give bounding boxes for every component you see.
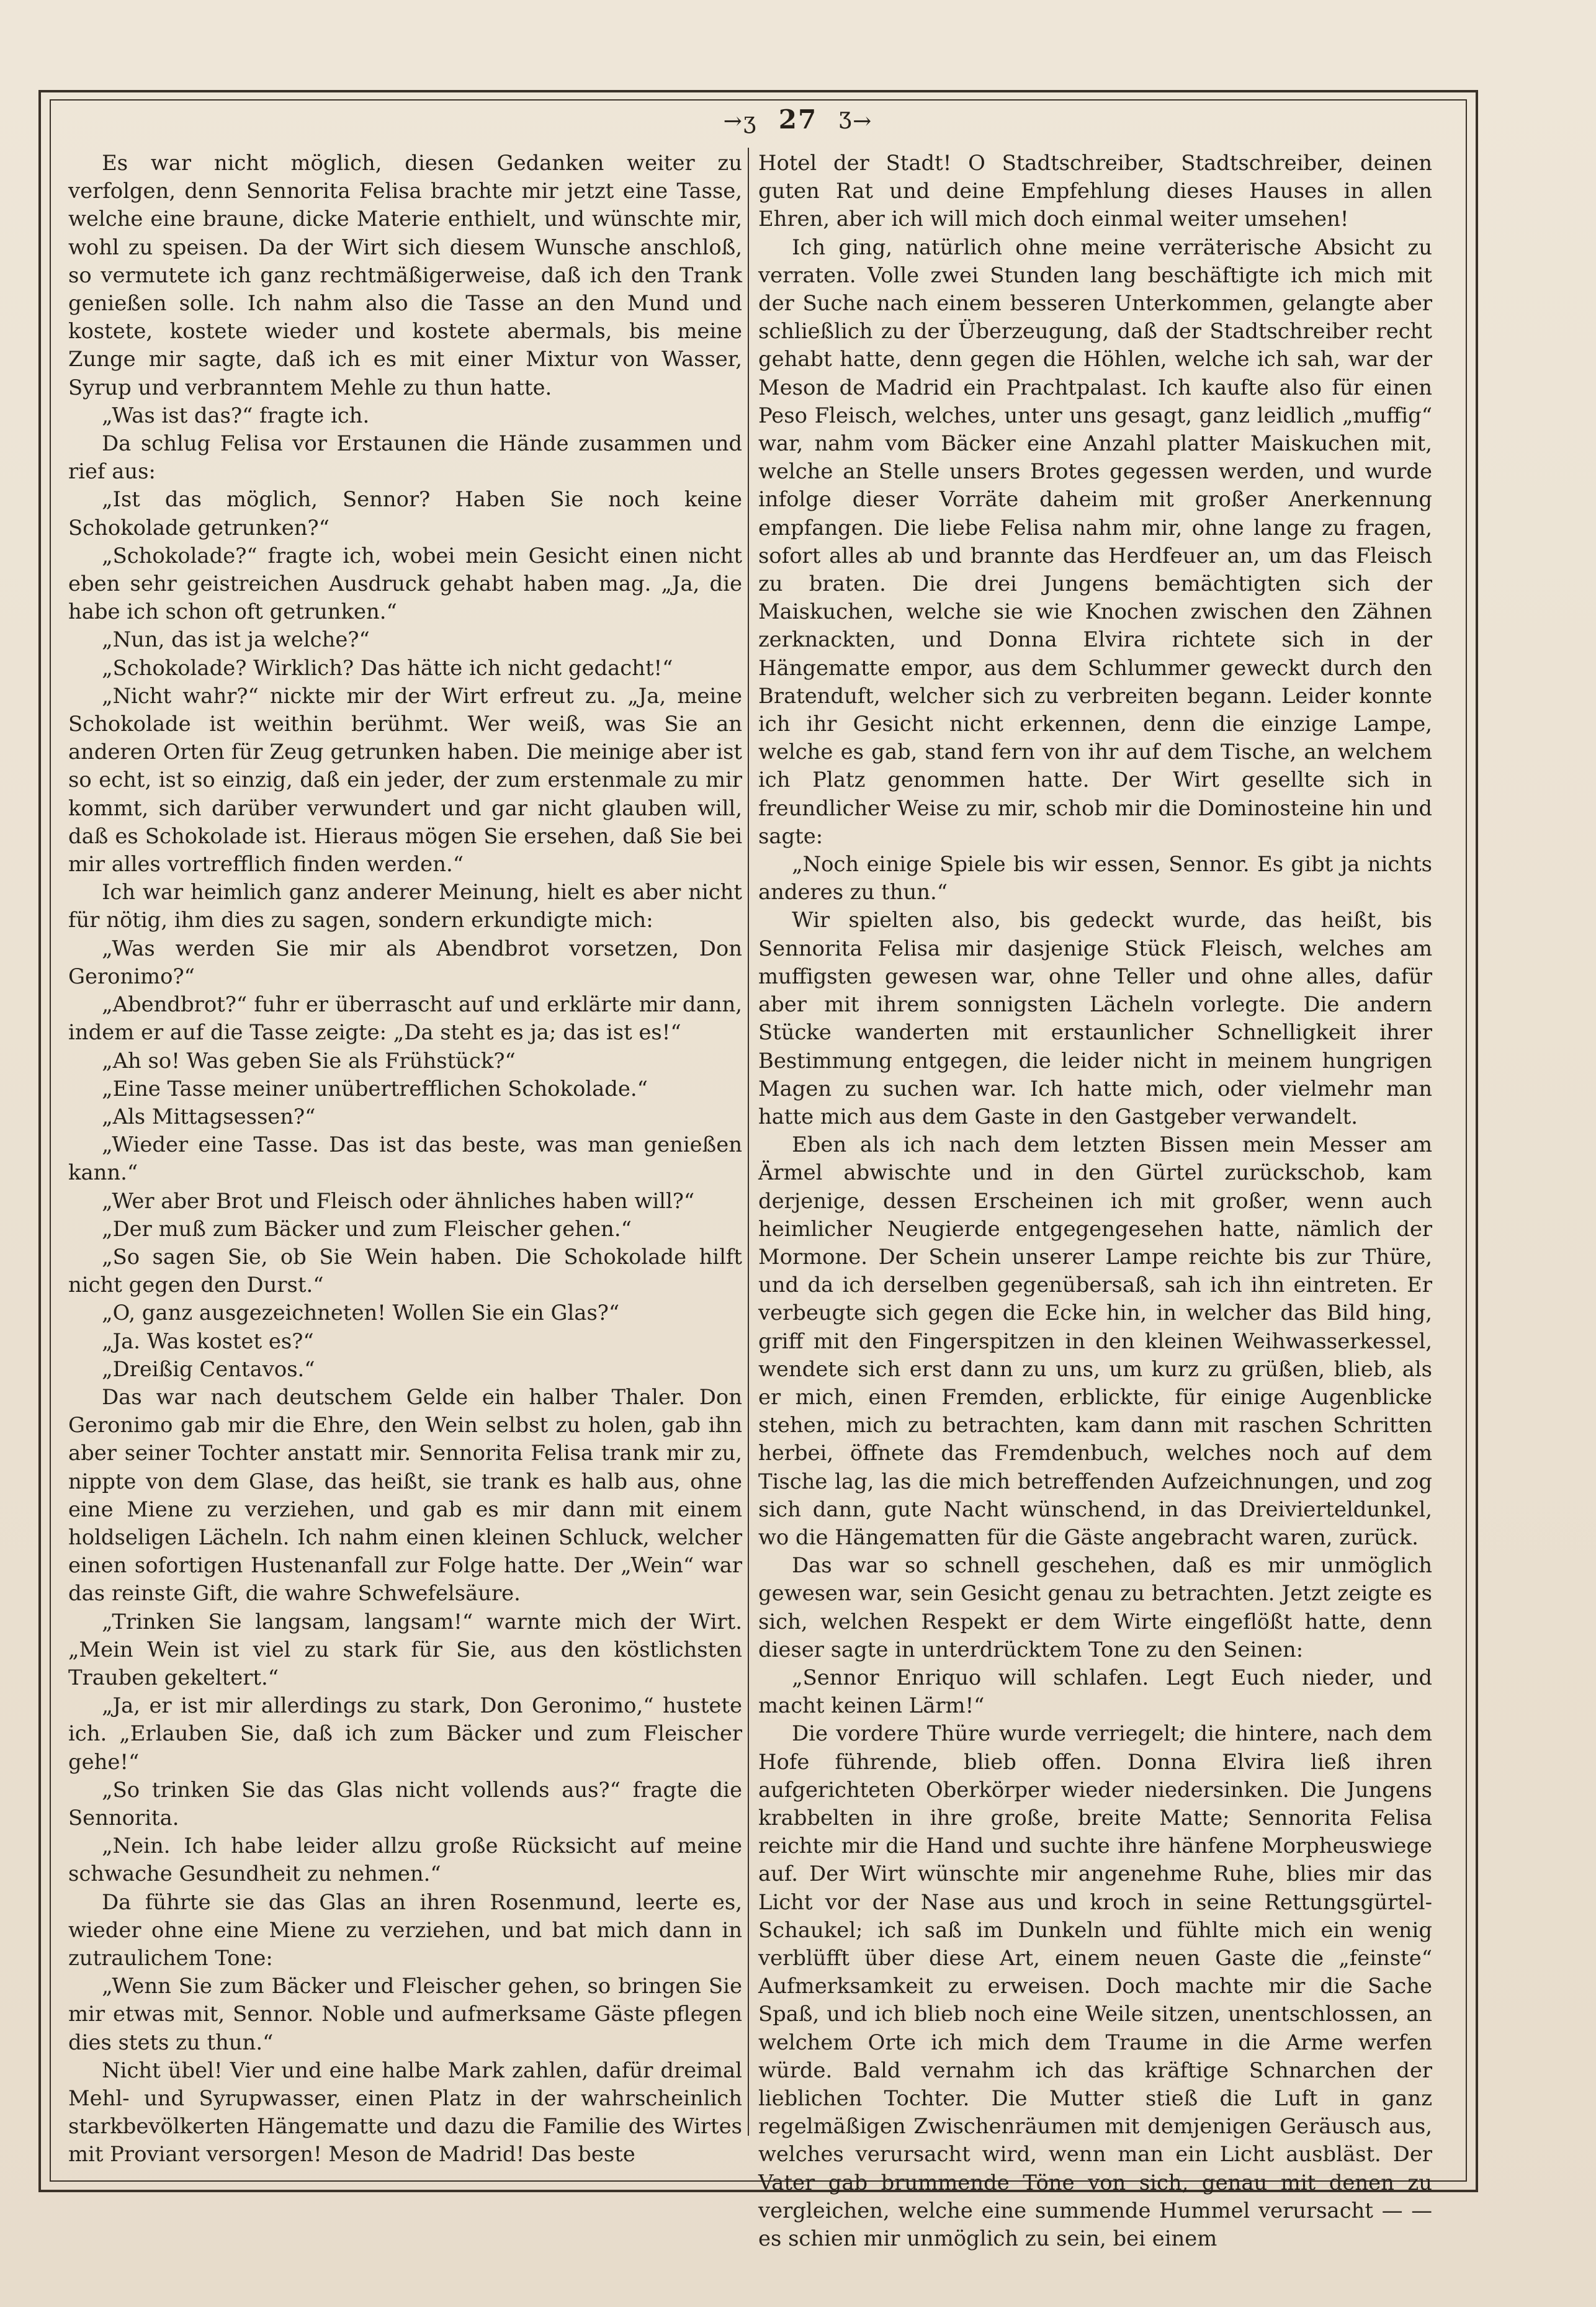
paragraph: Ich war heimlich ganz anderer Meinung, hielt es aber nicht für nötig, ihm dies zu sagen, sondern erkundigte mich: [68,880,742,933]
paragraph: „Wer aber Brot und Fleisch oder ähnliches haben will?“ [102,1188,695,1213]
paragraph: Die vordere Thüre wurde verriegelt; die hintere, nach dem Hofe führende, blieb offen. Donna Elvira ließ ihren aufgerichteten Oberkörper wieder niedersinken. Die Jungens krabbelten in ihre große, breite Matte; Sennorita Felisa reichte mir die Hand und suchte ihre hänfene Morpheuswiege auf. Der Wirt wünschte mir angenehme Ruhe, blies mir das Licht vor der Nase aus und kroch in seine Rettungsgürtel-Schaukel; ich saß im Dunkeln und fühlte mich ein wenig verblüfft über diese Art, einem neuen Gaste die „feinste“ Aufmerksamkeit zu erweisen. Doch machte mir die Sache Spaß, und ich blieb noch eine Weile sitzen, unentschlossen, an welchem Orte ich mich dem Traume in die Arme werfen würde. Bald vernahm ich das kräftige Schnarchen der lieblichen Tochter. Die Mutter stieß die Luft in ganz regelmäßigen Zwischenräumen mit demjenigen Geräusch aus, welches verursacht wird, wenn man ein Licht ausbläst. Der Vater gab brummende Töne von sich, genau mit denen zu vergleichen, welche eine summende Hummel verursacht — — es schien mir unmöglich zu sein, bei einem [758,1721,1432,2251]
paragraph: „Nicht wahr?“ nickte mir der Wirt erfreut zu. „Ja, meine Schokolade ist weithin berühmt. Wer weiß, was Sie an anderen Orten für Zeug getrunken haben. Die meinige aber ist so echt, ist so einzig, daß ein jeder, der zum erstenmale zu mir kommt, sich darüber verwundert und gar nicht glauben will, daß es Schokolade ist. Hieraus mögen Sie ersehen, daß Sie bei mir alles vortrefflich finden werden.“ [68,683,742,877]
paragraph: Das war so schnell geschehen, daß es mir unmöglich gewesen war, sein Gesicht genau zu betrachten. Jetzt zeigte es sich, welchen Respekt er dem Wirte eingeflößt hatte, denn dieser sagte in unterdrücktem Tone zu den Seinen: [758,1553,1432,1662]
left-column [68,149,742,2167]
paragraph: „Wieder eine Tasse. Das ist das beste, was man genießen kann.“ [68,1132,742,1185]
paragraph: „Eine Tasse meiner unübertrefflichen Schokolade.“ [102,1076,648,1101]
paragraph: „O, ganz ausgezeichneten! Wollen Sie ein Glas?“ [102,1301,620,1325]
paragraph: Ich ging, natürlich ohne meine verräterische Absicht zu verraten. Volle zwei Stunden lang beschäftigte ich mich mit der Suche nach einem besseren Unterkommen, gelangte aber schließlich zu der Überzeugung, daß der Stadtschreiber recht gehabt hatte, denn gegen die Höhlen, welche ich sah, war der Meson de Madrid ein Prachtpalast. Ich kaufte also für einen Peso Fleisch, welches, unter uns gesagt, ganz leidlich „muffig“ war, nahm vom Bäcker eine Anzahl platter Maiskuchen mit, welche an Stelle unsers Brotes gegessen werden, und wurde infolge dieser Vorräte daheim mit großer Anerkennung empfangen. Die liebe Felisa nahm mir, ohne lange zu fragen, sofort alles ab und brannte das Herdfeuer an, um das Fleisch zu braten. Die drei Jungens bemächtigten sich der Maiskuchen, welche sie wie Knochen zwischen den Zähnen zerknackten, und Donna Elvira richtete sich in der Hängematte empor, aus dem Schlummer geweckt durch den Bratenduft, welcher sich zu verbreiten begann. Leider konnte ich ihr Gesicht nicht erkennen, denn die einzige Lampe, welche es gab, stand fern von ihr auf dem Tische, an welchem ich Platz genommen hatte. Der Wirt gesellte sich in freundlicher Weise zu mir, schob mir die Dominosteine hin und sagte: [758,235,1432,848]
paragraph: „Nun, das ist ja welche?“ [102,627,370,652]
paragraph: Eben als ich nach dem letzten Bissen mein Messer am Ärmel abwischte und in den Gürtel zurückschob, kam derjenige, dessen Erscheinen ich mit großer, wenn auch heimlicher Neugierde entgegengesehen hatte, nämlich der Mormone. Der Schein unserer Lampe reichte bis zur Thüre, und da ich derselben gegenübersaß, sah ich ihn eintreten. Er verbeugte sich gegen die Ecke hin, in welcher das Bild hing, griff mit den Fingerspitzen in den kleinen Weihwasserkessel, wendete sich erst dann zu uns, um kurz zu grüßen, blieb, als er mich, einen Fremden, erblickte, für einige Augenblicke stehen, mich zu betrachten, kam dann mit raschen Schritten herbei, öffnete das Fremdenbuch, welches noch auf dem Tische lag, las die mich betreffenden Aufzeichnungen, und zog sich dann, gute Nacht wünschend, in das Dreivierteldunkel, wo die Hängematten für die Gäste angebracht waren, zurück. [758,1132,1432,1549]
paragraph: „Dreißig Centavos.“ [102,1356,315,1381]
paragraph: „Schokolade? Wirklich? Das hätte ich nicht gedacht!“ [102,655,673,680]
paragraph: Es war nicht möglich, diesen Gedanken weiter zu verfolgen, denn Sennorita Felisa brachte mir jetzt eine Tasse, welche eine braune, dicke Materie enthielt, und wünschte mir, wohl zu speisen. Da der Wirt sich diesem Wunsche anschloß, so vermutete ich ganz rechtmäßigerweise, daß ich den Trank genießen solle. Ich nahm also die Tasse an den Mund und kostete, kostete wieder und kostete abermals, bis meine Zunge mir sagte, daß ich es mit einer Mixtur von Wasser, Syrup und verbranntem Mehle zu thun hatte. [68,151,742,400]
paragraph: „Abendbrot?“ fuhr er überrascht auf und erklärte mir dann, indem er auf die Tasse zeigte: „Da steht es ja; das ist es!“ [68,992,742,1045]
paragraph: „Ja, er ist mir allerdings zu stark, Don Geronimo,“ hustete ich. „Erlauben Sie, daß ich zum Bäcker und zum Fleischer gehe!“ [68,1693,742,1774]
paragraph: „So trinken Sie das Glas nicht vollends aus?“ fragte die Sennorita. [68,1777,742,1830]
paragraph: „Nein. Ich habe leider allzu große Rücksicht auf meine schwache Gesundheit zu nehmen.“ [68,1834,742,1886]
paragraph: „Ah so! Was geben Sie als Frühstück?“ [102,1048,516,1073]
ornament-left-icon: →ʒ [723,109,758,134]
paragraph: Wir spielten also, bis gedeckt wurde, das heißt, bis Sennorita Felisa mir dasjenige Stück Fleisch, welches am muffigsten gewesen war, ohne Teller und ohne alles, dafür aber mit ihrem sonnigsten Lächeln vorlegte. Die andern Stücke wanderten mit erstaunlicher Schnelligkeit ihrer Bestimmung entgegen, die leider nicht in meinem hungrigen Magen zu suchen war. Ich hatte mich, oder vielmehr man hatte mich aus dem Gaste in den Gastgeber verwandelt. [758,908,1432,1129]
paragraph: „Wenn Sie zum Bäcker und Fleischer gehen, so bringen Sie mir etwas mit, Sennor. Noble und aufmerksame Gäste pflegen dies stets zu thun.“ [68,1974,742,2054]
paragraph: „Ja. Was kostet es?“ [102,1328,314,1353]
page-header [0,104,1596,135]
paragraph: „Sennor Enriquo will schlafen. Legt Euch nieder, und macht keinen Lärm!“ [758,1665,1432,1718]
paragraph: „So sagen Sie, ob Sie Wein haben. Die Schokolade hilft nicht gegen den Durst.“ [68,1244,742,1297]
page-number: 27 [778,104,818,135]
paragraph: Nicht übel! Vier und eine halbe Mark zahlen, dafür dreimal Mehl- und Syrupwasser, einen Platz in der wahrscheinlich starkbevölkerten Hängematte und dazu die Familie des Wirtes mit Proviant versorgen! Meson de Madrid! Das beste [68,2058,742,2167]
paragraph: „Was werden Sie mir als Abendbrot vorsetzen, Don Geronimo?“ [68,936,742,988]
paragraph: Das war nach deutschem Gelde ein halber Thaler. Don Geronimo gab mir die Ehre, den Wein selbst zu holen, gab ihn aber seiner Tochter anstatt mir. Sennorita Felisa trank mir zu, nippte von dem Glase, das heißt, sie trank es halb aus, ohne eine Miene zu verziehen, und gab es mir dann mit einem holdseligen Lächeln. Ich nahm einen kleinen Schluck, welcher einen sofortigen Hustenanfall zur Folge hatte. Der „Wein“ war das reinste Gift, die wahre Schwefelsäure. [68,1384,742,1606]
paragraph: „Was ist das?“ fragte ich. [102,403,370,428]
paragraph: Da führte sie das Glas an ihren Rosenmund, leerte es, wieder ohne eine Miene zu verziehen, und bat mich dann in zutraulichem Tone: [68,1889,742,1970]
paragraph: „Als Mittagsessen?“ [102,1104,316,1129]
paragraph: Hotel der Stadt! O Stadtschreiber, Stadtschreiber, deinen guten Rat und deine Empfehlung dieses Hauses in allen Ehren, aber ich will mich doch einmal weiter umsehen! [758,151,1432,231]
ornament-right-icon: Ʒ→ [838,109,873,134]
paragraph: „Ist das möglich, Sennor? Haben Sie noch keine Schokolade getrunken?“ [68,487,742,540]
paragraph: „Trinken Sie langsam, langsam!“ warnte mich der Wirt. „Mein Wein ist viel zu stark für Sie, aus den köstlichsten Trauben gekeltert.“ [68,1609,742,1690]
right-column [758,149,1432,2251]
paragraph: „Schokolade?“ fragte ich, wobei mein Gesicht einen nicht eben sehr geistreichen Ausdruck gehabt haben mag. „Ja, die habe ich schon oft getrunken.“ [68,543,742,624]
paragraph: „Noch einige Spiele bis wir essen, Sennor. Es gibt ja nichts anderes zu thun.“ [758,852,1432,905]
column-divider [748,148,749,2136]
paragraph: „Der muß zum Bäcker und zum Fleischer gehen.“ [102,1216,632,1241]
paragraph: Da schlug Felisa vor Erstaunen die Hände zusammen und rief aus: [68,431,742,484]
